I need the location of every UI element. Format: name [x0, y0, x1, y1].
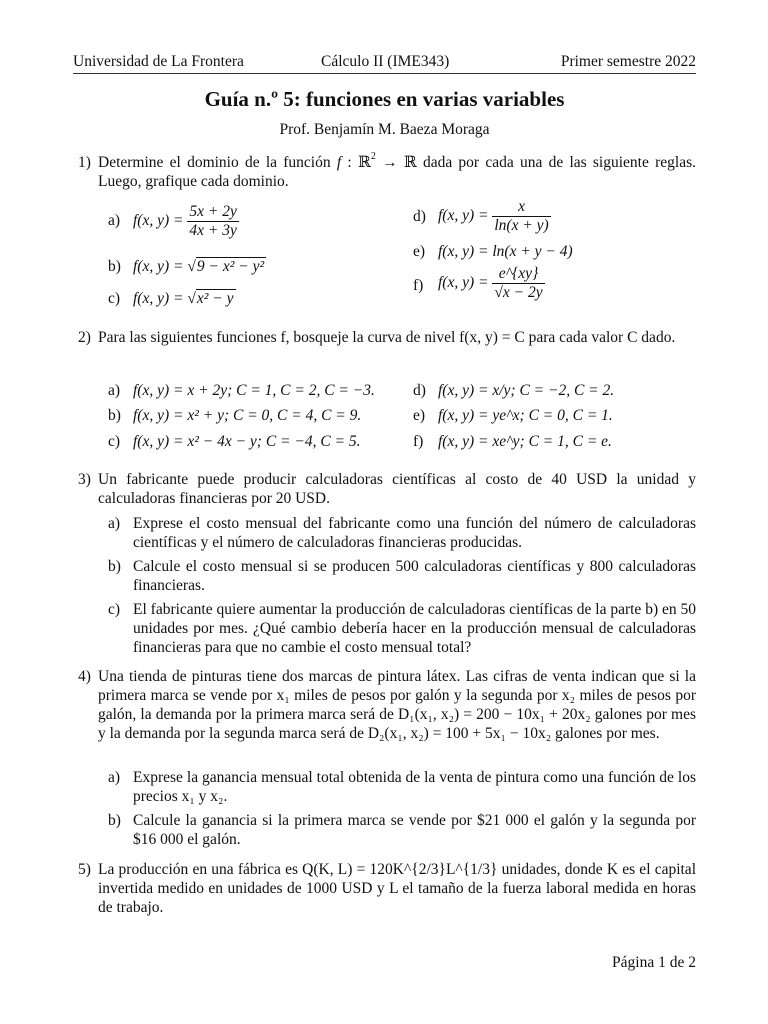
- item-text: Calcule la ganancia si la primera marca se vende por $21 000 el galón y la segunda por $16 000 el galón.: [133, 812, 696, 848]
- fraction-numerator: 5x + 2y: [189, 203, 237, 220]
- fraction-denominator: 4x + 3y: [189, 222, 237, 239]
- item-label: a): [108, 212, 121, 229]
- item-label: d): [413, 382, 426, 399]
- expression: f(x, y) = x + 2y; C = 1, C = 2, C = −3.: [133, 382, 375, 399]
- problem-statement: La producción en una fábrica es Q(K, L) = 120K^{2/3}L^{1/3} unidades, donde K es el capital invertida medido en unidades de 1000 USD y L el tamaño de la fuerza laboral medida en horas de trabajo.: [98, 861, 696, 916]
- item-label: a): [108, 382, 121, 399]
- expression: f(x, y) = xe^y; C = 1, C = e.: [438, 433, 612, 450]
- item-text: Exprese el costo mensual del fabricante como una función del número de calculadoras científicas y el número de calculadoras financieras producidas.: [133, 515, 696, 551]
- expression: f(x, y) = x/y; C = −2, C = 2.: [438, 382, 615, 399]
- item-label: c): [108, 433, 121, 450]
- fraction-numerator: x: [492, 198, 550, 217]
- statement-part: dada por cada una de las siguiente reglas. Luego, grafique cada dominio.: [98, 154, 696, 190]
- item-label: e): [413, 243, 426, 260]
- item-label: b): [108, 812, 121, 829]
- problem-number: 3): [78, 471, 91, 488]
- problem-statement: Una tienda de pinturas tiene dos marcas de pintura látex. Las cifras de venta indican que si la primera marca se vende por x₁ miles de pesos por galón y la segunda por x₂ miles de pesos por galón, la demanda por la primera marca será de D₁(x₁, x₂) = 200 − 10x₁ + 20x₂ galones por mes y la demanda por la segunda marca será de D₂(x₁, x₂) = 100 + 5x₁ − 10x₂ galones por mes.: [98, 668, 696, 742]
- expr-lhs: f(x, y) =: [438, 274, 493, 292]
- expression: f(x, y) = ln(x + y − 4): [438, 243, 573, 260]
- expression: f(x, y) = ye^x; C = 0, C = 1.: [438, 407, 613, 424]
- page-number: Página 1 de 2: [612, 954, 696, 971]
- problem-number: 5): [78, 861, 91, 878]
- radicand: x² − y: [196, 290, 234, 307]
- running-header: [73, 51, 696, 74]
- item-label: b): [108, 258, 121, 275]
- item-label: f): [413, 277, 424, 294]
- header-course: Cálculo II (IME343): [321, 53, 450, 70]
- expr-lhs: f(x, y) =: [133, 258, 188, 275]
- radicand: 9 − x² − y²: [196, 258, 265, 275]
- expr-lhs: f(x, y) =: [133, 212, 188, 230]
- item-label: a): [108, 769, 121, 786]
- item-text: Exprese la ganancia mensual total obtenida de la venta de pintura como una función de los precios x₁ y x₂.: [133, 769, 696, 805]
- problem-statement: Un fabricante puede producir calculadoras científicas al costo de 40 USD la unidad y calculadoras financieras por 20 USD.: [98, 471, 696, 507]
- problem-number: 4): [78, 668, 91, 685]
- expr-lhs: f(x, y) =: [438, 207, 493, 225]
- problem-number: 1): [78, 154, 91, 171]
- fraction-denominator: ln(x + y): [494, 217, 549, 234]
- item-label: d): [413, 208, 426, 225]
- problem-number: 2): [78, 329, 91, 346]
- fraction-denominator: x − 2y: [502, 284, 543, 301]
- page: Universidad de La Frontera Cálculo II (IME343) Primer semestre 2022 Guía n.º 5: funciones en varias variables Prof. Benjamín M. Baeza Moraga 1) Determine el dominio de la función f : ℝ$^2$ → ℝ dada por cada una de las siguiente reglas. Luego, grafique cada dominio. a) f(x, y) = $\frac{5x + 2y}{4x + 3y}$ b) f(x, y) = √9 − x² − y² c) f(x, y) = √x² − y d) f(x, y) = $\frac{x}{\ln(x + y)}$ e) f(x, y) = ln(x + y − 4) f) f(x, y) = $\frac{e\^{}\{xy\}}{√x - 2y}$ 2) Para las siguientes funciones f, bosqueje la curva de nivel f(x, y) = C para cada valor C dado. a) f(x, y) = x + 2y; C = 1, C = 2, C = −3. b) f(x, y) = x² + y; C = 0, C = 4, C = 9. c) f(x, y) = x² − 4x − y; C = −4, C = 5. d) f(x, y) = x/y; C = −2, C = 2. e) f(x, y) = ye^x; C = 0, C = 1. f) f(x, y) = xe^y; C = 1, C = e. 3) Un fabricante puede producir calculadoras científicas al costo de 40 USD la unidad y calculadoras financieras por 20 USD. a) Exprese el costo mensual del fabricante como una función del número de calculadoras científicas y el número de calculadoras financieras producidas. b) Calcule el costo mensual si se producen 500 calculadoras científicas y 800 calculadoras financieras. c) El fabricante quiere aumentar la producción de calculadoras científicas de la parte b) en 50 unidades por mes. ¿Qué cambio debería hacer en la producción mensual de calculadoras financieras para que no cambie el costo mensual total? 4) Una tienda de pinturas tiene dos marcas de pintura látex. Las cifras de venta indican que si la primera marca se vende por x₁ miles de pesos por galón y la segunda por x₂ miles de pesos por galón, la demanda por la primera marca será de D₁(x₁, x₂) = 200 − 10x₁ + 20x₂ galones por mes y la demanda por la segunda marca será de D₂(x₁, x₂) = 100 + 5x₁ − 10x₂ galones por mes. a) Exprese la ganancia mensual total obtenida de la venta de pintura como una función de los precios x₁ y x₂. b) Calcule la ganancia si la primera marca se vende por $21 000 el galón y la segunda por $16 000 el galón. 5) La producción en una fábrica es Q(K, L) = 120K^{2/3}L^{1/3} unidades, donde K es el capital invertida medido en unidades de 1000 USD y L el tamaño de la fuerza laboral medida en horas de trabajo. Página 1 de 2: [73, 53, 696, 971]
- item-text: Calcule el costo mensual si se producen 500 calculadoras científicas y 800 calculadoras financieras.: [133, 558, 696, 594]
- item-label: c): [108, 601, 121, 618]
- expression: f(x, y) = x² + y; C = 0, C = 4, C = 9.: [133, 407, 362, 424]
- expression: f(x, y) = x² − 4x − y; C = −4, C = 5.: [133, 433, 361, 450]
- item-label: f): [413, 433, 424, 450]
- statement-part: Determine el dominio de la función: [98, 154, 337, 171]
- author: Prof. Benjamín M. Baeza Moraga: [279, 121, 490, 138]
- header-semester: Primer semestre 2022: [560, 53, 696, 70]
- item-label: b): [108, 407, 121, 424]
- item-text: El fabricante quiere aumentar la producción de calculadoras científicas de la parte b) en 50 unidades por mes. ¿Qué cambio debería hacer en la producción mensual de calculadoras financieras para que no cambie el costo mensual total?: [133, 601, 696, 656]
- document-title: Guía n.º 5: funciones en varias variables: [204, 87, 565, 111]
- problem-statement: Determine el dominio de la función f : ℝ$^2$ → ℝ dada por cada una de las siguiente reglas. Luego, grafique cada dominio.: [98, 150, 696, 190]
- fraction-numerator: e^{xy}: [492, 265, 544, 284]
- problem-statement: Para las siguientes funciones f, bosqueje la curva de nivel f(x, y) = C para cada valor C dado.: [98, 329, 676, 346]
- item-label: a): [108, 515, 121, 532]
- item-label: b): [108, 558, 121, 575]
- item-label: c): [108, 290, 121, 307]
- expr-lhs: f(x, y) =: [133, 290, 188, 307]
- item-label: e): [413, 407, 426, 424]
- header-university: Universidad de La Frontera: [73, 53, 244, 70]
